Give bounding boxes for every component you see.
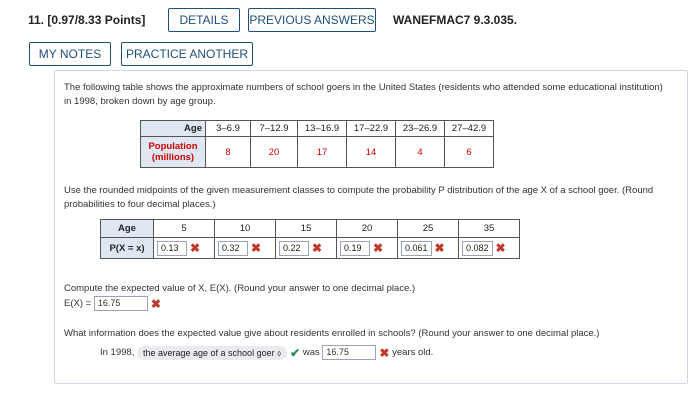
incorrect-icon: ✖ [251, 241, 262, 255]
prob-answer-input[interactable]: 0.061 [401, 241, 432, 256]
prob-cell [459, 238, 520, 259]
population-value: 14 [347, 137, 396, 168]
age-group: 13–16.9 [298, 121, 347, 137]
prob-age: 25 [398, 220, 459, 238]
prob-age-header: Age [101, 220, 154, 238]
interpretation-line [100, 345, 433, 360]
population-label-line1: Population [148, 141, 198, 152]
correct-icon: ✔ [290, 345, 301, 360]
interpretation-input[interactable]: 16.75 [322, 345, 376, 360]
practice-another-button[interactable]: PRACTICE ANOTHER [121, 42, 253, 66]
prob-cell [215, 238, 276, 259]
details-button[interactable]: DETAILS [168, 8, 240, 32]
dropdown-arrow-icon: ⬨ [277, 347, 282, 358]
interpretation-middle: was [302, 347, 320, 359]
expected-value-input[interactable]: 16.75 [94, 296, 148, 311]
prob-cell [337, 238, 398, 259]
probability-table [100, 219, 520, 259]
population-label [141, 137, 206, 168]
incorrect-icon: ✖ [434, 241, 445, 255]
prob-answer-input[interactable]: 0.22 [279, 241, 309, 256]
population-value: 17 [298, 137, 347, 168]
expected-value-line [64, 296, 161, 311]
prob-answer-input[interactable]: 0.19 [340, 241, 370, 256]
incorrect-icon: ✖ [150, 296, 161, 311]
incorrect-icon: ✖ [379, 345, 390, 360]
prob-age: 35 [459, 220, 520, 238]
population-value: 4 [396, 137, 445, 168]
my-notes-button[interactable]: MY NOTES [29, 42, 111, 66]
prob-answer-input[interactable]: 0.32 [218, 241, 248, 256]
prob-age: 15 [276, 220, 337, 238]
interpretation-suffix: years old. [392, 347, 434, 359]
interpretation-prompt: What information does the expected value give about residents enrolled in schools? (Round your answer to one decimal place.) [64, 328, 600, 339]
age-group: 17–22.9 [347, 121, 396, 137]
question-header [0, 0, 700, 78]
prob-age: 10 [215, 220, 276, 238]
population-value: 20 [251, 137, 298, 168]
instruction-text: Use the rounded midpoints of the given measurement classes to compute the probability P distribution of the age X of a school goer. (Round probabilities to four decimal places.) [64, 185, 654, 210]
age-group: 23–26.9 [396, 121, 445, 137]
interpretation-prefix: In 1998, [100, 347, 135, 359]
population-value: 6 [445, 137, 494, 168]
dropdown-value: the average age of a school goer [142, 347, 275, 358]
incorrect-icon: ✖ [495, 241, 506, 255]
prob-cell [276, 238, 337, 259]
prob-cell [398, 238, 459, 259]
prob-answer-input[interactable]: 0.13 [157, 241, 187, 256]
problem-code: WANEFMAC7 9.3.035. [393, 13, 518, 27]
prob-age: 5 [154, 220, 215, 238]
age-group: 7–12.9 [251, 121, 298, 137]
expected-value-label: E(X) = [64, 298, 92, 310]
incorrect-icon: ✖ [373, 241, 384, 255]
age-group: 27–42.9 [445, 121, 494, 137]
age-header: Age [141, 121, 206, 137]
incorrect-icon: ✖ [312, 241, 323, 255]
previous-answers-button[interactable]: PREVIOUS ANSWERS [248, 8, 376, 32]
population-label-line2: (millions) [151, 152, 195, 163]
prob-answer-input[interactable]: 0.082 [462, 241, 493, 256]
prob-cell [154, 238, 215, 259]
age-group: 3–6.9 [206, 121, 251, 137]
prob-header: P(X = x) [101, 238, 154, 259]
interpretation-dropdown[interactable] [137, 346, 287, 360]
incorrect-icon: ✖ [190, 241, 201, 255]
prob-age: 20 [337, 220, 398, 238]
expected-value-prompt: Compute the expected value of X, E(X). (Round your answer to one decimal place.) [64, 283, 416, 294]
population-value: 8 [206, 137, 251, 168]
population-table [140, 120, 494, 168]
intro-text: The following table shows the approximate numbers of school goers in the United States (residents who attended some educational institution) in 1998, broken down by age group. [64, 82, 663, 107]
question-label: 11. [0.97/8.33 Points] [28, 13, 146, 27]
